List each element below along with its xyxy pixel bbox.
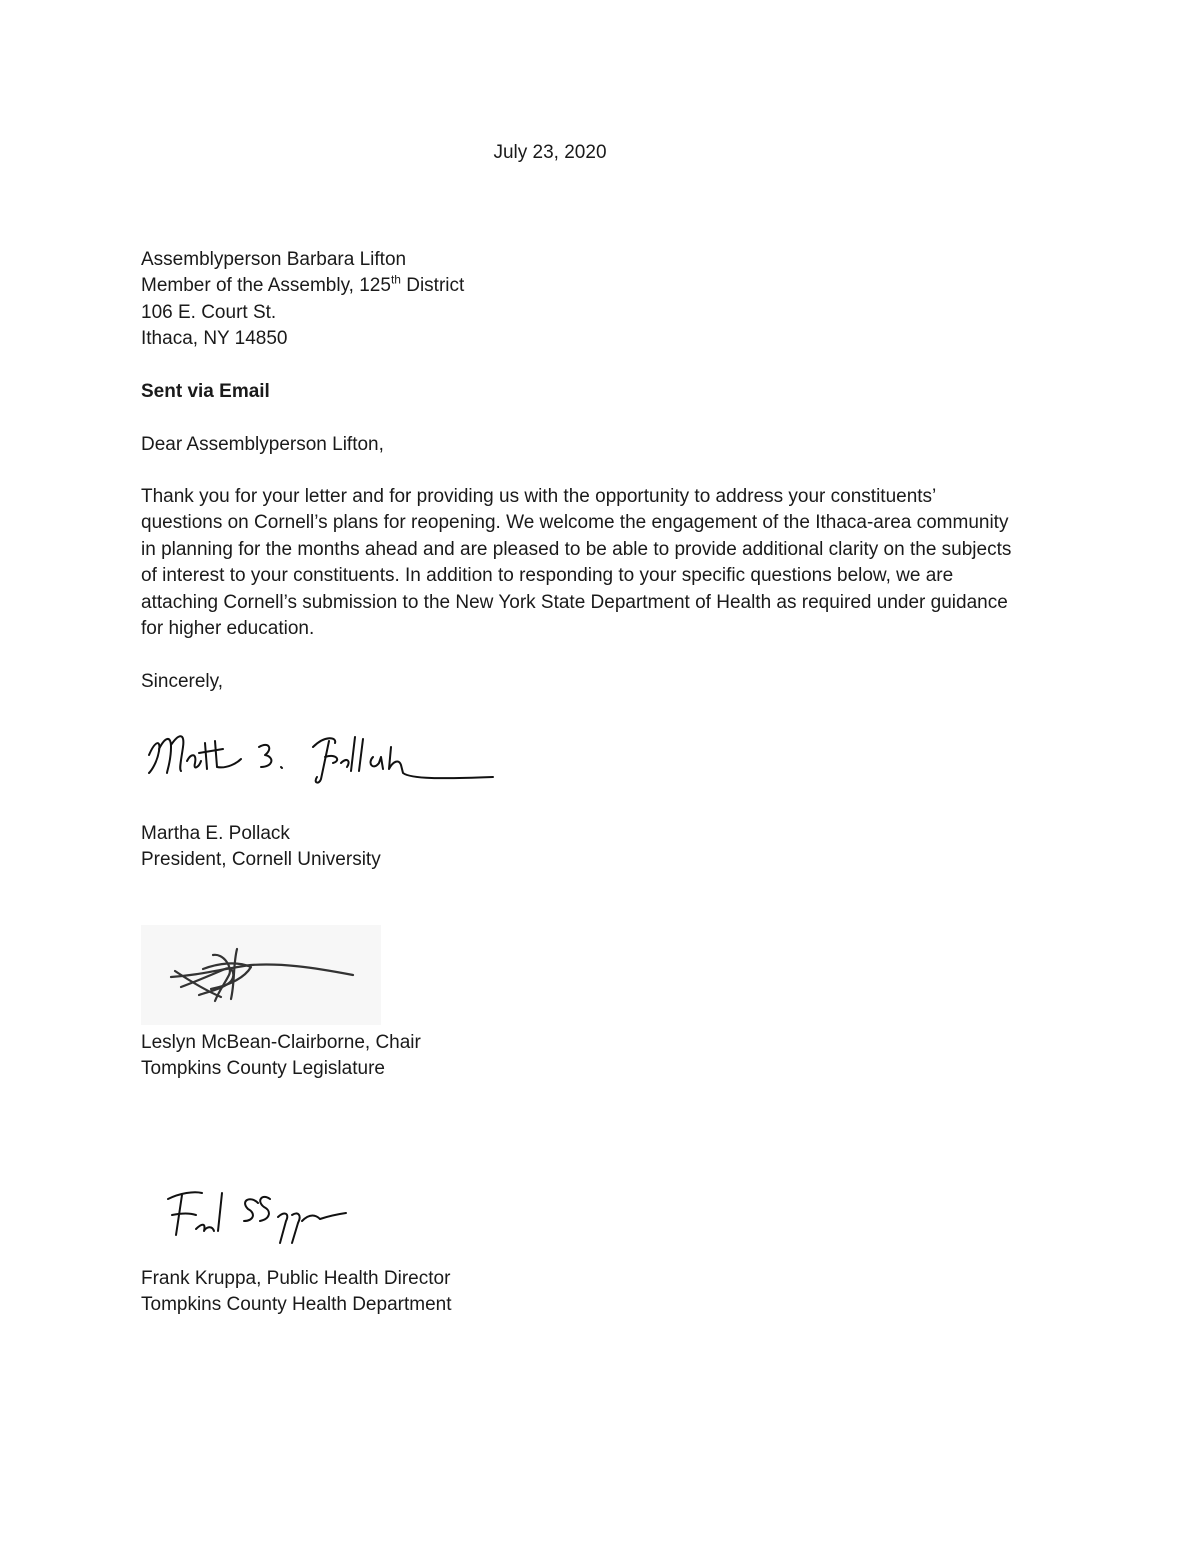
closing-text: Sincerely,: [141, 671, 224, 692]
mcbean-clairborne-signature-image: [141, 925, 381, 1025]
signatory-kruppa: [141, 1266, 1061, 1319]
signatory-mcbean-clairborne: [141, 1030, 1061, 1083]
salutation: [141, 432, 1061, 458]
recipient-title-prefix: Member of the Assembly, 125: [141, 275, 391, 297]
recipient-title-sup: th: [390, 273, 401, 288]
body-line: questions on Cornell’s plans for reopening. We welcome the engagement of the Ithaca-area community: [141, 512, 1009, 534]
signatory-title: Tompkins County Health Department: [141, 1294, 452, 1316]
body-line: for higher education.: [141, 618, 315, 640]
recipient-city: Ithaca, NY 14850: [141, 328, 288, 350]
body-line: attaching Cornell’s submission to the New York State Department of Health as required under guidance: [141, 591, 1008, 613]
recipient-address: [141, 247, 1061, 353]
recipient-name: Assemblyperson Barbara Lifton: [141, 249, 407, 270]
recipient-street: 106 E. Court St.: [141, 301, 277, 323]
date-text: July 23, 2020: [493, 142, 607, 163]
recipient-title: [141, 273, 1061, 299]
letter-date: [0, 142, 1100, 164]
body-line: Thank you for your letter and for providing us with the opportunity to address your constituents’: [141, 486, 937, 507]
signatory-name: Martha E. Pollack: [141, 823, 290, 844]
signatory-title: Tompkins County Legislature: [141, 1058, 385, 1080]
recipient-title-suffix: District: [400, 275, 465, 297]
sent-via-notice: [141, 379, 1061, 405]
letter-body: [141, 484, 1061, 642]
sent-via-text: Sent via Email: [141, 381, 270, 402]
salutation-text: Dear Assemblyperson Lifton,: [141, 434, 384, 455]
signatory-name: Leslyn McBean-Clairborne, Chair: [141, 1032, 421, 1053]
signatory-name: Frank Kruppa, Public Health Director: [141, 1268, 451, 1289]
pollack-signature-image: [141, 727, 501, 797]
body-line: of interest to your constituents. In addition to responding to your specific questions below, we are: [141, 565, 954, 587]
signatory-pollack: [141, 821, 1061, 874]
closing: [141, 669, 1061, 695]
kruppa-signature-image: [160, 1185, 370, 1245]
body-line: in planning for the months ahead and are pleased to be able to provide additional clarity on the subjects: [141, 538, 1012, 560]
signatory-title: President, Cornell University: [141, 849, 381, 871]
